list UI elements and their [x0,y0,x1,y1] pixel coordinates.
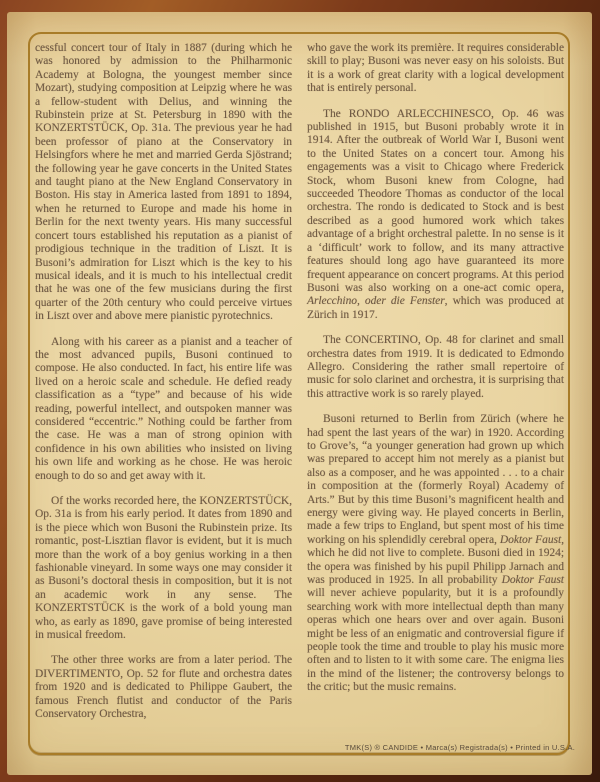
paragraph-divertimento [35,654,292,721]
paragraph-text: , which he did not live to complete. Busoni died in 1924; the opera was finished by his pupil Philipp Jarnach and was produced in 1925. In all probability [307,533,564,587]
paragraph-text: The RONDO ARLECCHINESCO, Op. 46 was published in 1915, but Busoni probably wrote it in 1914. After the outbreak of World War I, Busoni went to the United States on a concert tour. Among his engagements was a visit to Chicago where Frederick Stock, whom Busoni knew from Cologne, had succeeded Theodore Thomas as conductor of the local orchestra. The rondo is dedicated to Stock and is best described as a good humored work which takes advantage of a bright orchestral palette. In no sense is it a ‘difficult’ work to follow, and its many attractive features should long ago have guaranteed its more frequent appearance on concert programs. At this period Busoni was also working on a one-act comic opera, [307,107,564,294]
paragraph-concertino [307,334,564,401]
notes-column-left [35,42,292,722]
liner-notes-paper [7,12,592,775]
paragraph-text: The other three works are from a later period. The DIVERTIMENTO, Op. 52 for flute and orchestra dates from 1920 and is dedicated to Philippe Gaubert, the famous French flutist and conductor of the Paris Conservatory Orchestra, [35,654,292,721]
paragraph-premiere [307,42,564,96]
paragraph-berlin-doktor-faust [307,413,564,695]
liner-notes-text [35,42,564,722]
trademark-fine-print: TMK(S) ® CANDIDE • Marca(s) Registrada(s) • Printed in U.S.A. [344,743,576,752]
opera-title-italic: Doktor Faust [499,533,562,546]
paragraph-text: Of the works recorded here, the KONZERTSTÜCK, Op. 31a is from his early period. It dates from 1890 and is the piece which won Busoni the Rubinstein prize. Its romantic, post-Lisztian flavor is evident, but it is much more than the work of a boy genius working in a then fashionable vineyard. In some ways one may consider it as Busoni’s doctoral thesis in composition, but it is not an academic work in any sense. The KONZERTSTÜCK is the work of a bold young man who, as early as 1890, gave promise of being interested in musical freedom. [35,495,292,642]
paragraph-text: cessful concert tour of Italy in 1887 (during which he was honored by admission to the Philharmonic Academy at Bologna, the youngest member since Mozart), studying composition at Leipzig where he was a fellow-student with Delius, and winning the Rubinstein prize at St. Petersburg in 1890 with the KONZERTSTÜCK, Op. 31a. The previous year he had been professor of piano at the Conservatory in Helsingfors where he met and married Gerda Sjöstrand; the following year he gave concerts in the United States and taught piano at the New England Conservatory in Boston. His stay in America lasted from 1891 to 1894, when he returned to Europe and made his home in Berlin for the next twenty years. His many successful concert tours established his reputation as a pianist of prodigious technique in the tradition of Liszt. It is Busoni’s admiration for Liszt which is the key to his musical ideals, and it is much to his intellectual credit that he was one of the few musicians during the first quarter of the 20th century who could perceive virtues in Liszt over and above mere pianistic pyrotechnics. [35,42,292,323]
paragraph-early-career [35,42,292,324]
paragraph-pianist-teacher [35,336,292,483]
paragraph-konzertstuck [35,495,292,642]
paragraph-text: will never achieve popularity, but it is a profoundly searching work with more intellectual depth than many operas which one hears over and over again. Busoni might be less of an enigmatic and controversial figure if people took the time and trouble to play his music more often and to listen to it with some care. The enigma lies in the mind of the listener; the controversy belongs to the critic; but the music remains. [307,587,564,694]
opera-title-italic: Arlecchino, oder die Fenster [307,295,445,308]
paragraph-text: The CONCERTINO, Op. 48 for clarinet and small orchestra dates from 1919. It is dedicated to Edmondo Allegro. Considering the rather small repertoire of music for solo clarinet and orchestra, it is surprising that this attractive work is so rarely played. [307,334,564,400]
paragraph-text: , which was produced at Zürich in 1917. [307,295,564,321]
paragraph-text: Along with his career as a pianist and a teacher of the most advanced pupils, Busoni continued to compose. He also conducted. In fact, his entire life was lived on a heroic scale and schedule. He defied ready classification as a “type” and because of his wide reading, powerful intellect, and outspoken manner was considered “eccentric.” Nothing could be farther from the case. He was a man of strong opinion with confidence in his own abilities who insisted on living his own life and working as he chose. He was heroic enough to do so and get away with it. [35,335,292,482]
opera-title-italic: Doktor Faust [501,574,564,587]
paragraph-rondo-arlecchinesco [307,108,564,323]
paragraph-text: who gave the work its première. It requires considerable skill to play; Busoni was never easy on his soloists. But it is a work of great clarity with a logical development that is entirely personal. [307,42,564,95]
paragraph-text: Busoni returned to Berlin from Zürich (where he had spent the last years of the war) in 1920. According to Grove’s, “a younger generation had grown up which was prepared to accept him not merely as a pianist but also as a composer, and he was appointed . . . to a chair in composition at the (formerly Royal) Academy of Arts.” But by this time Busoni’s magnificent health and energy were giving way. He played concerts in Berlin, made a few trips to England, but spent most of his time working on his splendidly cerebral opera, [307,413,564,546]
notes-column-right [307,42,564,722]
